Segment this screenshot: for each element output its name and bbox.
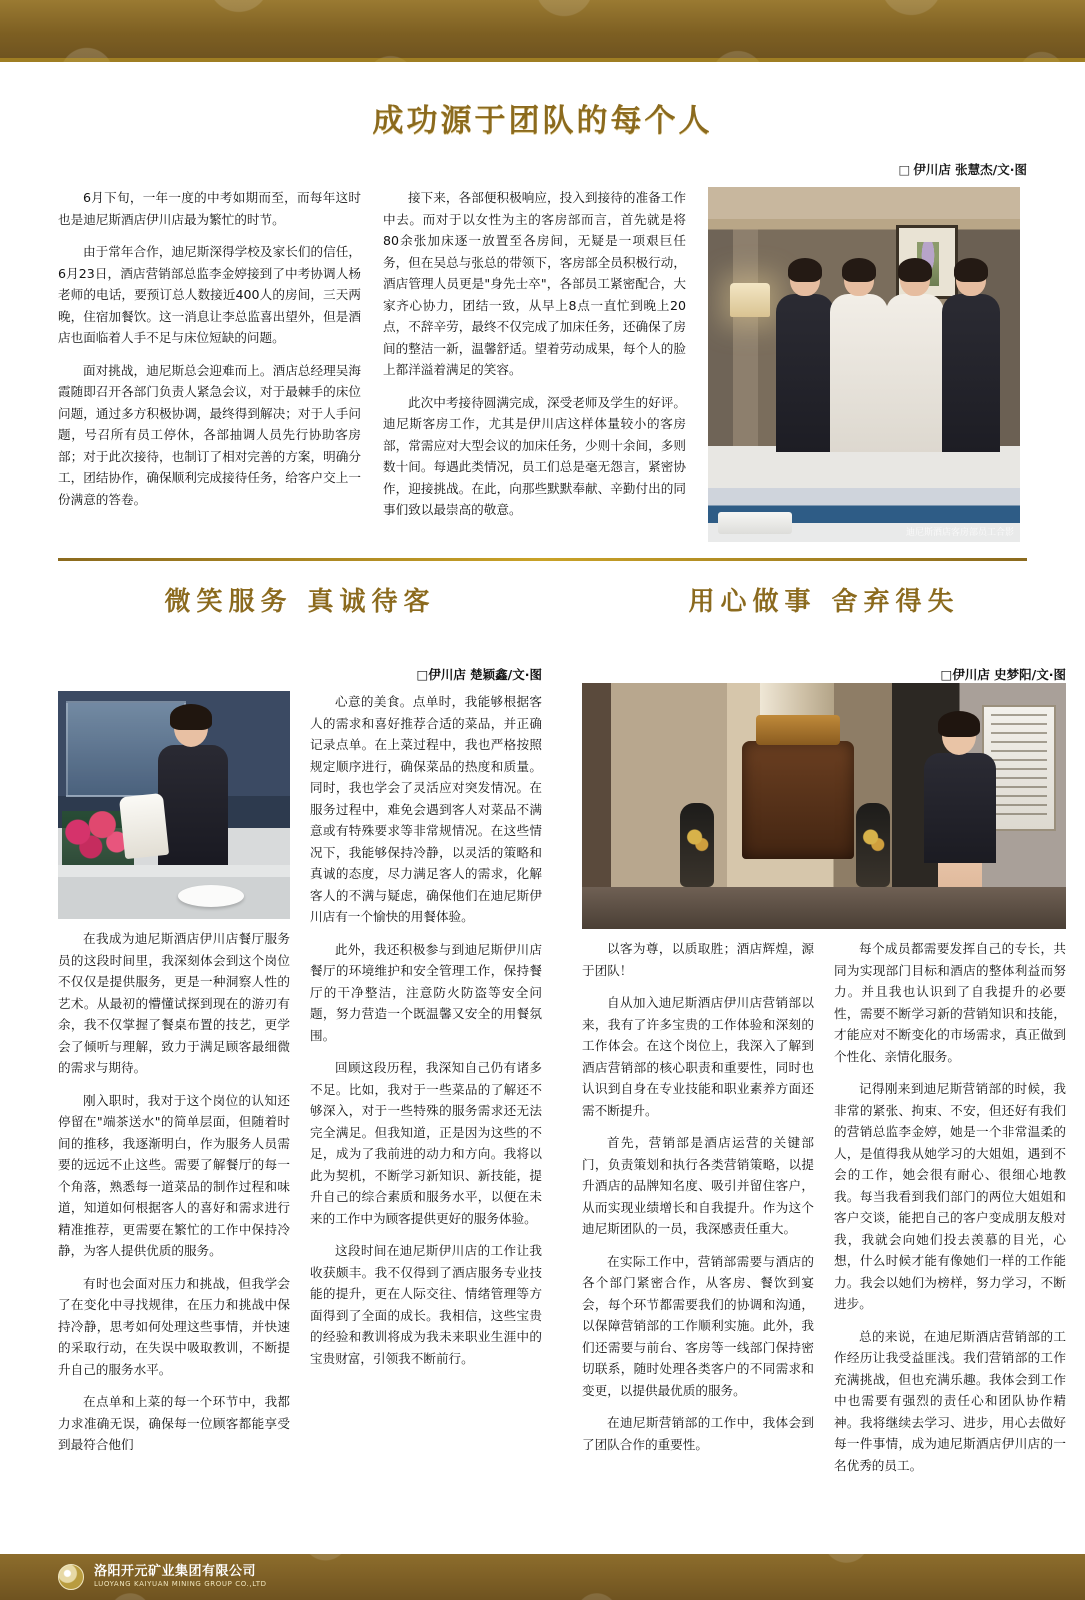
paragraph: 接下来，各部便积极响应，投入到接待的准备工作中去。而对于以女性为主的客房部而言，首先就是将80余张加床逐一放置至各房间，无疑是一项艰巨任务，但在吴总与张总的带领下，客房部全员积极行动，酒店管理人员更是"身先士卒"，各部员工紧密配合，大家齐心协力，团结一致，从早上8点一直忙到晚上20点，不辞辛劳，最终不仅完成了加床任务，还确保了房间的整洁一新，温馨舒适。望着劳动成果，每个人的脸上都洋溢着满足的笑容。 (383, 190, 686, 377)
paragraph: 心意的美食。点单时，我能够根据客人的需求和喜好推荐合适的菜品，并正确记录点单。在上菜过程中，我也严格按照规定顺序进行，确保菜品的热度和质量。同时，我也学会了灵活应对突发情况。在服务过程中，难免会遇到客人对菜品不满意或有特殊要求等非常规情况。在这些情况下，我能够保持冷静，以灵活的策略和真诚的态度，尽力满足客人的需求，化解客人的不满与疑虑，确保他们在迪尼斯伊川店有一个愉快的用餐体验。 (310, 694, 542, 924)
article-left-body (58, 691, 542, 1467)
article-right-body (582, 938, 1066, 1487)
byline-box-icon: □ (898, 162, 911, 177)
article-right-column-1 (582, 938, 814, 1487)
paragraph: 记得刚来到迪尼斯营销部的时候，我非常的紧张、拘束、不安，但还好有我们的营销总监李金婷，她是一个非常温柔的人，是值得我从她学习的大姐姐，遇到不会的工作，她会很有耐心、很细心地教我。每当我看到我们部门的两位大姐姐和客户交谈，能把自己的客户变成朋友般对我，我就会向她们投去羡慕的目光，心想，什么时候才能有像她们一样的工作能力。我会以她们为榜样，努力学习，不断进步。 (834, 1081, 1066, 1311)
page-content (0, 62, 1085, 1554)
dining-table (58, 865, 290, 919)
paragraph: 6月下旬，一年一度的中考如期而至，而每年这时也是迪尼斯酒店伊川店最为繁忙的时节。 (58, 190, 361, 227)
article-right-byline (582, 665, 1066, 683)
article-left (58, 581, 542, 1487)
article-left-photo-napkin-folding (58, 691, 290, 919)
company-name-en: LUOYANG KAIYUAN MINING GROUP CO.,LTD (94, 1579, 267, 1588)
company-name-cn: 洛阳开元矿业集团有限公司 (94, 1563, 257, 1579)
paragraph: 面对挑战，迪尼斯总会迎难而上。酒店总经理吴海霞随即召开各部门负责人紧急会议，对于最棘手的床位问题，通过多方积极协调，最终得到解决；对于人手问题，号召所有员工停休，各部抽调人员先行协助客房部；对于此次接待，也制订了相对完善的方案，明确分工，团结协作，确保顺利完成接待任务，给客户交上一份满意的答卷。 (58, 362, 361, 507)
section-divider (58, 558, 1027, 561)
article-right-byline-text: 伊川店 史梦阳/文·图 (952, 667, 1066, 682)
paragraph: 此次中考接待圆满完成，深受老师及学生的好评。迪尼斯客房工作，尤其是伊川店这样体量较小的客房部，常需应对大型会议的加床任务，少则十余间，多则数十间。每遇此类情况，员工们总是毫无怨言，紧密协作，迎接挑战。在此，向那些默默奉献、辛勤付出的同事们致以最崇高的敬意。 (383, 394, 686, 517)
article-left-byline-text: 伊川店 楚颖鑫/文·图 (428, 667, 542, 682)
decorative-ornament (742, 741, 854, 859)
table-lamp-icon (730, 283, 770, 317)
article-left-column-1 (58, 691, 290, 1467)
article-left-byline (58, 665, 542, 683)
article-left-column-2 (310, 691, 542, 1467)
footer-band (0, 1554, 1085, 1600)
article-right-photo-lobby (582, 683, 1066, 929)
byline-box-icon: □ (416, 667, 429, 682)
photo-caption: 迪尼斯酒店客房部员工合影 (905, 528, 1014, 538)
staff-figure (828, 262, 890, 452)
feature-column-2 (383, 187, 686, 542)
paragraph: 有时也会面对压力和挑战，但我学会了在变化中寻找规律，在压力和挑战中保持冷静，思考如何处理这些事情，并快速的采取行动，在失误中吸取教训，不断提升自己的服务水平。 (58, 1275, 290, 1377)
article-right (582, 581, 1066, 1487)
paragraph: 此外，我还积极参与到迪尼斯伊川店餐厅的环境维护和安全管理工作，保持餐厅的干净整洁，注意防火防盗等安全问题，努力营造一个既温馨又安全的用餐氛围。 (310, 941, 542, 1043)
paragraph: 首先，营销部是酒店运营的关键部门，负责策划和执行各类营销策略，以提升酒店的品牌知名度、吸引并留住客户，从而实现业绩增长和自我提升。作为这个迪尼斯团队的一员，我深感责任重大。 (582, 1135, 814, 1236)
lobby-floor (582, 887, 1066, 929)
paragraph: 每个成员都需要发挥自己的专长，共同为实现部门目标和酒店的整体利益而努力。并且我也认识到了自我提升的必要性，需要不断学习新的营销知识和技能，才能应对不断变化的市场需求，真正做到个性化、亲情化服务。 (834, 941, 1066, 1064)
plate (178, 885, 244, 907)
feature-byline-text: 伊川店 张慧杰/文·图 (913, 162, 1027, 177)
feature-column-1 (58, 187, 361, 542)
folded-napkin (119, 793, 169, 859)
paragraph: 自从加入迪尼斯酒店伊川店营销部以来，我有了许多宝贵的工作体验和深刻的工作体会。在这个岗位上，我深入了解到酒店营销部的核心职责和重要性，同时也认识到自身在专业技能和职业素养方面还需不断提升。 (582, 995, 814, 1118)
article-right-title: 用心做事 舍弃得失 (688, 587, 960, 617)
page-title: 成功源于团队的每个人 (372, 103, 713, 139)
staff-figure (884, 262, 946, 452)
paragraph: 在我成为迪尼斯酒店伊川店餐厅服务员的这段时间里，我深刻体会到这个岗位不仅仅是提供服务，更是一种洞察人性的艺术。从最初的懵懂试探到现在的游刃有余，我不仅掌握了餐桌布置的技艺，更学会了倾听与理解，致力于满足顾客最细微的需求与期待。 (58, 931, 290, 1075)
company-logo-icon (58, 1564, 84, 1590)
paragraph: 回顾这段历程，我深知自己仍有诸多不足。比如，我对于一些菜品的了解还不够深入，对于一些特殊的服务需求还无法完全满足。但我知道，正是因为这些的不足，成为了我前进的动力和方向。我将以此为契机，不断学习新知识、新技能，提升自己的综合素质和服务水平，以便在未来的工作中为顾客提供更好的服务体验。 (310, 1060, 542, 1226)
staff-figure (940, 262, 1002, 452)
paragraph: 由于常年合作，迪尼斯深得学校及家长们的信任，6月23日，酒店营销部总监李金婷接到了中考协调人杨老师的电话，要预订总人数接近400人的房间，三天两晚，住宿加餐饮。这一消息让李总监喜出望外，但是酒店也面临着人手不足与床位短缺的问题。 (58, 244, 361, 345)
article-right-column-2 (834, 938, 1066, 1487)
byline-box-icon: □ (940, 667, 953, 682)
article-left-title: 微笑服务 真诚待客 (164, 587, 436, 617)
feature-byline (58, 160, 1027, 178)
paragraph: 在迪尼斯营销部的工作中，我体会到了团队合作的重要性。 (582, 1415, 814, 1452)
feature-photo-staff-group (708, 187, 1020, 542)
paragraph: 总的来说，在迪尼斯酒店营销部的工作经历让我受益匪浅。我们营销部的工作充满挑战，但也充满乐趣。我体会到工作中也需要有强烈的责任心和团队协作精神。我将继续去学习、进步，用心去做好每一件事情，成为迪尼斯酒店伊川店的一名优秀的员工。 (834, 1328, 1066, 1473)
lower-section (58, 581, 1066, 1487)
paragraph: 刚入职时，我对于这个岗位的认知还停留在"端茶送水"的简单层面，但随着时间的推移，我逐渐明白，作为服务人员需要的远远不止这些。需要了解餐厅的每一个角落，熟悉每一道菜品的制作过程和味道，知道如何根据客人的喜好和需求进行精准推荐，更需要在繁忙的工作中保持冷静，为客人提供优质的服务。 (58, 1092, 290, 1258)
paragraph: 在点单和上菜的每一个环节中，我都力求准确无误，确保每一位顾客都能享受到最符合他们 (58, 1394, 290, 1452)
paragraph: 在实际工作中，营销部需要与酒店的各个部门紧密合作，从客房、餐饮到宴会，每个环节都需要我们的协调和沟通，以保障营销部的工作顺利实施。此外，我们还需要与前台、客房等一线部门保持密切联系，随时处理各类客户的不同需求和变更，以提供最优质的服务。 (582, 1253, 814, 1398)
paragraph: 这段时间在迪尼斯伊川店的工作让我收获颇丰。我不仅得到了酒店服务专业技能的提升，更在人际交往、情绪管理等方面得到了全面的成长。我相信，这些宝贵的经验和教训将成为我未来职业生涯中的宝贵财富，引领我不断前行。 (310, 1243, 542, 1366)
paragraph: 以客为尊，以质取胜；酒店辉煌，源于团队！ (582, 941, 814, 978)
top-ornament-band (0, 0, 1085, 62)
feature-body (58, 187, 1027, 542)
ceramic-vase (856, 803, 890, 887)
staff-figure (774, 262, 836, 452)
ceramic-vase (680, 803, 714, 887)
